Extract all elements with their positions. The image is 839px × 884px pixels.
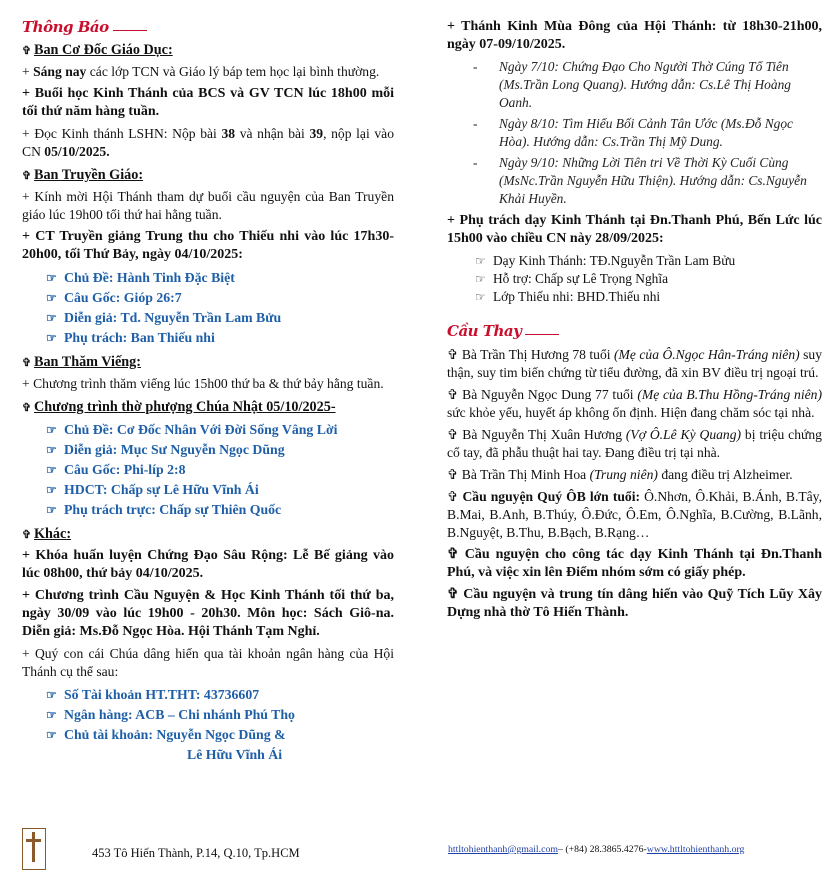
- mua-dong-item: - Ngày 8/10: Tìm Hiểu Bối Cảnh Tân Ước (Ms.Đỗ Ngọc Hòa). Hướng dẫn: Cs.Trần Thị Mỹ Dung.: [473, 115, 822, 151]
- hand-pointer-icon: ☞: [475, 254, 486, 268]
- cross-icon: ✞: [22, 170, 32, 182]
- section-tho-phuong: ✞ Chương trình thờ phượng Chúa Nhật 05/10/2025-: [22, 399, 336, 415]
- hand-pointer-icon: ☞: [46, 688, 57, 702]
- cau-thay-item: ✞ Bà Trần Thị Minh Hoa (Trung niên) đang điều trị Alzheimer.: [447, 467, 793, 482]
- hand-pointer-icon: ☞: [475, 290, 486, 304]
- giao-duc-p3: + Đọc Kinh thánh LSHN: Nộp bài 38 và nhận bài 39, nộp lại vào CN 05/10/2025.: [22, 126, 394, 159]
- cau-thay-item: ✞ Cầu nguyện và trung tín dâng hiến vào Quỹ Tích Lũy Xây Dựng nhà thờ Tô Hiến Thành.: [447, 587, 823, 620]
- section-truyen-giao: ✞ Ban Truyền Giáo:: [22, 167, 144, 183]
- giao-duc-p2: + Buổi học Kinh Thánh của BCS và GV TCN lúc 18h00 mỗi tối thứ năm hàng tuần.: [22, 86, 394, 119]
- cau-thay-item: ✞ Bà Nguyễn Ngọc Dung 77 tuổi (Mẹ của B.Thu Hồng-Tráng niên) sức khỏe yếu, huyết áp không ổn định. Hiện đang chăm sóc tại nhà.: [447, 387, 822, 420]
- thanh-phu-item: ☞ Hỗ trợ: Chấp sự Lê Trọng Nghĩa: [475, 271, 669, 286]
- khac-p3: + Quý con cái Chúa dâng hiến qua tài khoản ngân hàng của Hội Thánh cụ thể sau:: [22, 646, 394, 679]
- hand-pointer-icon: ☞: [46, 443, 57, 457]
- truyen-giao-p2: + CT Truyền giảng Trung thu cho Thiếu nhi vào lúc 17h30-20h00, tối Thứ Bảy, ngày 04/10/2025:: [22, 229, 394, 262]
- truyen-giao-item: ☞ Phụ trách: Ban Thiếu nhi: [22, 328, 394, 348]
- section-giao-duc: ✞ Ban Cơ Đốc Giáo Dục:: [22, 42, 173, 58]
- bank-item-cont: Lê Hữu Vĩnh Ái: [187, 747, 283, 762]
- cau-thay-item: ✞ Cầu nguyện Quý ÔB lớn tuổi: Ô.Nhơn, Ô.Khải, B.Ánh, B.Tây, B.Mai, B.Anh, B.Thúy, Ô.Đức, Ô.Em, Ô.Nghĩa, B.Cường, B.Lãnh, B.Nguyệt, B.Thu, B.Bạch, B.Rạng…: [447, 489, 822, 540]
- thanh-phu-item: ☞ Lớp Thiếu nhi: BHD.Thiếu nhi: [475, 289, 661, 304]
- mua-dong-p1: + Thánh Kinh Mùa Đông của Hội Thánh: từ 18h30-21h00, ngày 07-09/10/2025.: [447, 19, 822, 52]
- footer-left: [22, 826, 402, 874]
- cross-icon: ✞: [22, 45, 32, 57]
- section-tham-vieng: ✞ Ban Thăm Viếng:: [22, 354, 141, 370]
- cau-thay-item: ✞ Bà Nguyễn Thị Xuân Hương (Vợ Ô.Lê Kỳ Quang) bị triệu chứng cổ tay, đã phẫu thuật hai tay. Đang điều trị tại nhà.: [447, 427, 822, 460]
- tham-vieng-p1: + Chương trình thăm viếng lúc 15h00 thứ ba & thứ bảy hằng tuần.: [22, 376, 384, 391]
- mua-dong-item: - Ngày 9/10: Những Lời Tiên tri Về Thời Kỳ Cuối Cùng (MsNc.Trần Nguyễn Hữu Thiện). Hướng dẫn: Cs.Nguyễn Khải Huyền.: [473, 154, 822, 208]
- thong-bao-title: Thông Báo: [22, 18, 109, 36]
- tho-phuong-item: ☞ Phụ trách trực: Chấp sự Thiên Quốc: [22, 500, 394, 520]
- thanh-phu-p1: + Phụ trách dạy Kinh Thánh tại Đn.Thanh Phú, Bến Lức lúc 15h00 vào chiều CN này 28/09/2025:: [447, 213, 823, 246]
- tho-phuong-item: ☞ Câu Gốc: Phi-líp 2:8: [22, 460, 394, 480]
- section-khac: ✞ Khác:: [22, 526, 72, 542]
- bank-item: ☞ Ngân hàng: ACB – Chi nhánh Phú Thọ: [22, 705, 394, 725]
- hand-pointer-icon: ☞: [46, 311, 57, 325]
- left-column: [22, 0, 394, 764]
- hand-pointer-icon: ☞: [46, 483, 57, 497]
- mua-dong-item: - Ngày 7/10: Chứng Đạo Cho Người Thờ Cúng Tổ Tiên (Ms.Trần Long Quang). Hướng dẫn: Cs.Lê Thị Hoàng Oanh.: [473, 58, 822, 112]
- cau-thay-item: ✞ Bà Trần Thị Hương 78 tuổi (Mẹ của Ô.Ngọc Hân-Tráng niên) suy thận, suy tim biến chứng từ tiểu đường, đã xin BV điều trị ngoại trú.: [447, 347, 822, 380]
- church-logo: [22, 828, 46, 870]
- mua-dong-list: [447, 58, 822, 208]
- giao-duc-p1: + Sáng nay các lớp TCN và Giáo lý báp tem học lại bình thường.: [22, 64, 380, 79]
- header-rule: [113, 30, 147, 31]
- thong-bao-header: [22, 18, 394, 36]
- right-column: [447, 0, 822, 626]
- cross-icon: ✞: [22, 529, 32, 541]
- hand-pointer-icon: ☞: [46, 728, 57, 742]
- cau-thay-header: [447, 322, 822, 340]
- tho-phuong-item: ☞ Diễn giả: Mục Sư Nguyễn Ngọc Dũng: [22, 440, 394, 460]
- bank-item: ☞ Chủ tài khoản: Nguyễn Ngọc Dũng &: [22, 725, 394, 745]
- cau-thay-item: ✞ Cầu nguyện cho công tác dạy Kinh Thánh tại Đn.Thanh Phú, và việc xin lên Điểm nhóm sớm có giấy phép.: [447, 547, 822, 580]
- hand-pointer-icon: ☞: [475, 272, 486, 286]
- hand-pointer-icon: ☞: [46, 331, 57, 345]
- website-link[interactable]: www.httltohienthanh.org: [646, 844, 745, 855]
- phone-text: – (+84) 28.3865.4276-: [557, 844, 647, 855]
- hand-pointer-icon: ☞: [46, 708, 57, 722]
- cross-icon: ✞: [22, 402, 32, 414]
- truyen-giao-item: ☞ Câu Gốc: Gióp 26:7: [22, 288, 394, 308]
- hand-pointer-icon: ☞: [46, 463, 57, 477]
- cross-icon: ✞: [22, 357, 32, 369]
- thanh-phu-item: ☞ Dạy Kinh Thánh: TĐ.Nguyễn Trần Lam Bửu: [475, 253, 736, 268]
- church-address: 453 Tô Hiến Thành, P.14, Q.10, Tp.HCM: [92, 846, 300, 860]
- khac-p2: + Chương trình Cầu Nguyện & Học Kinh Thánh tối thứ ba, ngày 30/09 vào lúc 19h00 - 20h30. Môn học: Sách Giô-na. Diễn giả: Ms.Đỗ Ngọc Hòa. Hội Thánh Tạm Nghỉ.: [22, 588, 394, 639]
- tho-phuong-item: ☞ Chủ Đề: Cơ Đốc Nhân Với Đời Sống Vâng Lời: [22, 420, 394, 440]
- header-rule: [525, 334, 559, 335]
- truyen-giao-item: ☞ Diễn giả: Td. Nguyễn Trần Lam Bửu: [22, 308, 394, 328]
- footer-contact: [448, 844, 744, 855]
- khac-p1: + Khóa huấn luyện Chứng Đạo Sâu Rộng: Lễ Bế giảng vào lúc 08h00, thứ bảy 04/10/2025.: [22, 548, 394, 581]
- truyen-giao-item: ☞ Chủ Đề: Hành Tinh Đặc Biệt: [22, 268, 394, 288]
- tho-phuong-item: ☞ HDCT: Chấp sự Lê Hữu Vĩnh Ái: [22, 480, 394, 500]
- hand-pointer-icon: ☞: [46, 271, 57, 285]
- truyen-giao-p1: + Kính mời Hội Thánh tham dự buổi cầu nguyện của Ban Truyền giáo lúc 19h00 tối thứ hai hằng tuần.: [22, 189, 394, 222]
- hand-pointer-icon: ☞: [46, 423, 57, 437]
- bank-item: ☞ Số Tài khoản HT.THT: 43736607: [22, 685, 394, 705]
- hand-pointer-icon: ☞: [46, 503, 57, 517]
- email-link[interactable]: httltohienthanh@gmail.com: [448, 844, 558, 855]
- cau-thay-title: Cầu Thay: [447, 322, 522, 340]
- hand-pointer-icon: ☞: [46, 291, 57, 305]
